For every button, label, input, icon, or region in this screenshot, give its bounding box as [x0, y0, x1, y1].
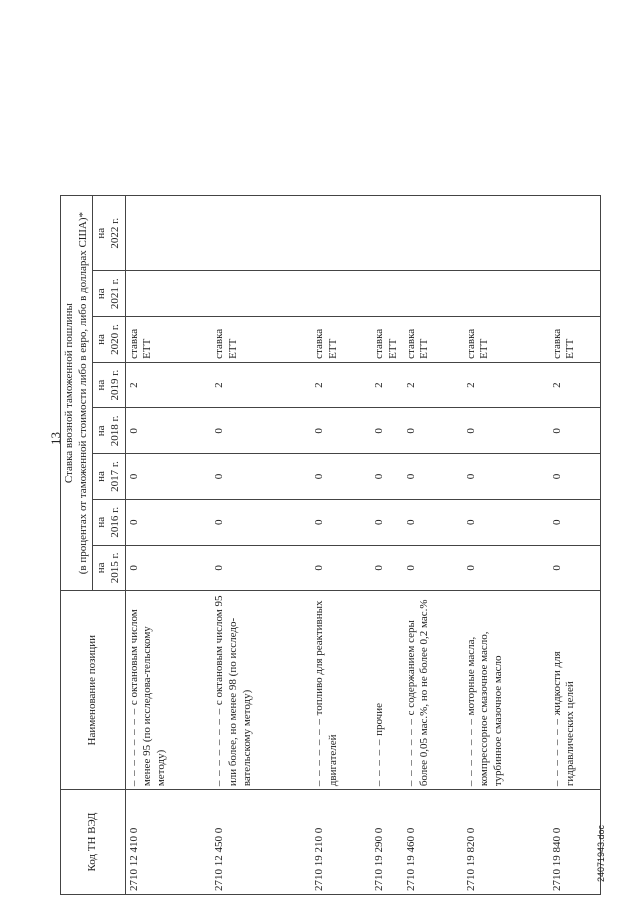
indent-dashes: – – – – – – – — [313, 718, 325, 787]
rate-2022 — [371, 196, 403, 271]
rate-2019: 2 — [371, 362, 403, 408]
tariff-table-rotated — [60, 20, 620, 895]
tariff-code: 2710 12 450 0 — [211, 790, 311, 895]
rate-2018: 0 — [463, 408, 549, 454]
year-2022: на 2022 г. — [93, 196, 126, 271]
item-name-text: прочие — [373, 703, 385, 736]
rate-2019: 2 — [463, 362, 549, 408]
tariff-code: 2710 19 840 0 — [549, 790, 601, 895]
header-rate-title-line1: Ставка ввозной таможенной пошлины — [63, 303, 75, 484]
rate-2017: 0 — [371, 454, 403, 500]
indent-dashes: – – – – – — [373, 738, 385, 787]
rate-2020: ставка ЕТТ — [311, 317, 371, 363]
table-row — [403, 196, 463, 895]
table-row — [211, 196, 311, 895]
header-rate-title-line2: (в процентах от таможенной стоимости либо в евро, либо в долларах США)* — [76, 211, 89, 575]
indent-dashes: – – – – – – – — [550, 718, 563, 787]
year-2015: на 2015 г. — [93, 545, 126, 591]
item-name-text: моторные масла, компрессорное смазочное масло, турбинное смазочное масло — [464, 631, 504, 787]
header-name: Наименование позиции — [61, 591, 126, 790]
rate-2015: 0 — [311, 545, 371, 591]
year-2020: на 2020 г. — [93, 317, 126, 363]
item-name-text: с октановым числом менее 95 (по исследова-тельскому методу) — [127, 609, 167, 787]
rate-2019: 2 — [403, 362, 463, 408]
rate-2016: 0 — [403, 499, 463, 545]
table-row — [549, 196, 601, 895]
indent-dashes: – – – – – – – – — [213, 707, 225, 787]
rate-2021 — [463, 271, 549, 317]
rate-2017: 0 — [549, 454, 601, 500]
item-name-text: с содержанием серы более 0,05 мас.%, но не более 0,2 мас.% — [404, 599, 431, 787]
header-rate-title — [61, 196, 93, 591]
rate-2020: ставка ЕТТ — [125, 317, 211, 363]
tariff-code: 2710 19 290 0 — [371, 790, 403, 895]
rate-2022 — [211, 196, 311, 271]
rate-2018: 0 — [549, 408, 601, 454]
table-row — [311, 196, 371, 895]
rate-2016: 0 — [125, 499, 211, 545]
rate-2022 — [549, 196, 601, 271]
rate-2020: ставка ЕТТ — [463, 317, 549, 363]
rate-2020: ставка ЕТТ — [549, 317, 601, 363]
rate-2020: ставка ЕТТ — [211, 317, 311, 363]
tariff-code: 2710 19 460 0 — [403, 790, 463, 895]
rate-2019: 2 — [311, 362, 371, 408]
rate-2015: 0 — [211, 545, 311, 591]
rate-2020: ставка ЕТТ — [371, 317, 403, 363]
header-code: Код ТН ВЭД — [61, 790, 126, 895]
rate-2020: ставка ЕТТ — [403, 317, 463, 363]
rate-2016: 0 — [549, 499, 601, 545]
rate-2018: 0 — [311, 408, 371, 454]
rate-2021 — [211, 271, 311, 317]
page-number: 13 — [48, 432, 63, 445]
rate-2019: 2 — [211, 362, 311, 408]
rate-2015: 0 — [463, 545, 549, 591]
rate-2016: 0 — [311, 499, 371, 545]
rate-2021 — [371, 271, 403, 317]
rate-2019: 2 — [125, 362, 211, 408]
indent-dashes: – – – – – – – — [464, 718, 477, 787]
rate-2015: 0 — [549, 545, 601, 591]
year-2019: на 2019 г. — [93, 362, 126, 408]
year-2017: на 2017 г. — [93, 454, 126, 500]
item-name — [311, 591, 371, 790]
rate-2018: 0 — [125, 408, 211, 454]
tariff-code: 2710 19 820 0 — [463, 790, 549, 895]
rate-2016: 0 — [211, 499, 311, 545]
rate-2015: 0 — [371, 545, 403, 591]
rate-2017: 0 — [211, 454, 311, 500]
item-name-text: с октановым числом 95 или более, но менее 98 (по исследо-вательскому методу) — [213, 595, 253, 787]
rate-2015: 0 — [403, 545, 463, 591]
item-name — [371, 591, 403, 790]
item-name-text: жидкости для гидравлических целей — [550, 651, 577, 787]
year-2021: на 2021 г. — [93, 271, 126, 317]
rate-2016: 0 — [371, 499, 403, 545]
rate-2021 — [125, 271, 211, 317]
rate-2021 — [549, 271, 601, 317]
year-2016: на 2016 г. — [93, 499, 126, 545]
table-row — [125, 196, 211, 895]
rate-2015: 0 — [125, 545, 211, 591]
tariff-code: 2710 19 210 0 — [311, 790, 371, 895]
rate-2022 — [463, 196, 549, 271]
rate-2022 — [125, 196, 211, 271]
item-name — [211, 591, 311, 790]
item-name — [463, 591, 549, 790]
rate-2021 — [311, 271, 371, 317]
rate-2017: 0 — [125, 454, 211, 500]
rate-2022 — [403, 196, 463, 271]
rate-2018: 0 — [211, 408, 311, 454]
table-row — [463, 196, 549, 895]
indent-dashes: – – – – – – – — [404, 718, 417, 787]
rate-2018: 0 — [403, 408, 463, 454]
item-name — [125, 591, 211, 790]
rate-2018: 0 — [371, 408, 403, 454]
item-name — [403, 591, 463, 790]
rate-2022 — [311, 196, 371, 271]
rate-2016: 0 — [463, 499, 549, 545]
year-2018: на 2018 г. — [93, 408, 126, 454]
indent-dashes: – – – – – – – – — [127, 707, 140, 787]
item-name-text: топливо для реактивных двигателей — [313, 600, 339, 787]
tariff-table — [60, 195, 601, 895]
rate-2021 — [403, 271, 463, 317]
footer-filename: 24071943.doc — [596, 824, 606, 882]
tariff-code: 2710 12 410 0 — [125, 790, 211, 895]
rate-2017: 0 — [463, 454, 549, 500]
table-row — [371, 196, 403, 895]
rate-2019: 2 — [549, 362, 601, 408]
rate-2017: 0 — [403, 454, 463, 500]
item-name — [549, 591, 601, 790]
rate-2017: 0 — [311, 454, 371, 500]
